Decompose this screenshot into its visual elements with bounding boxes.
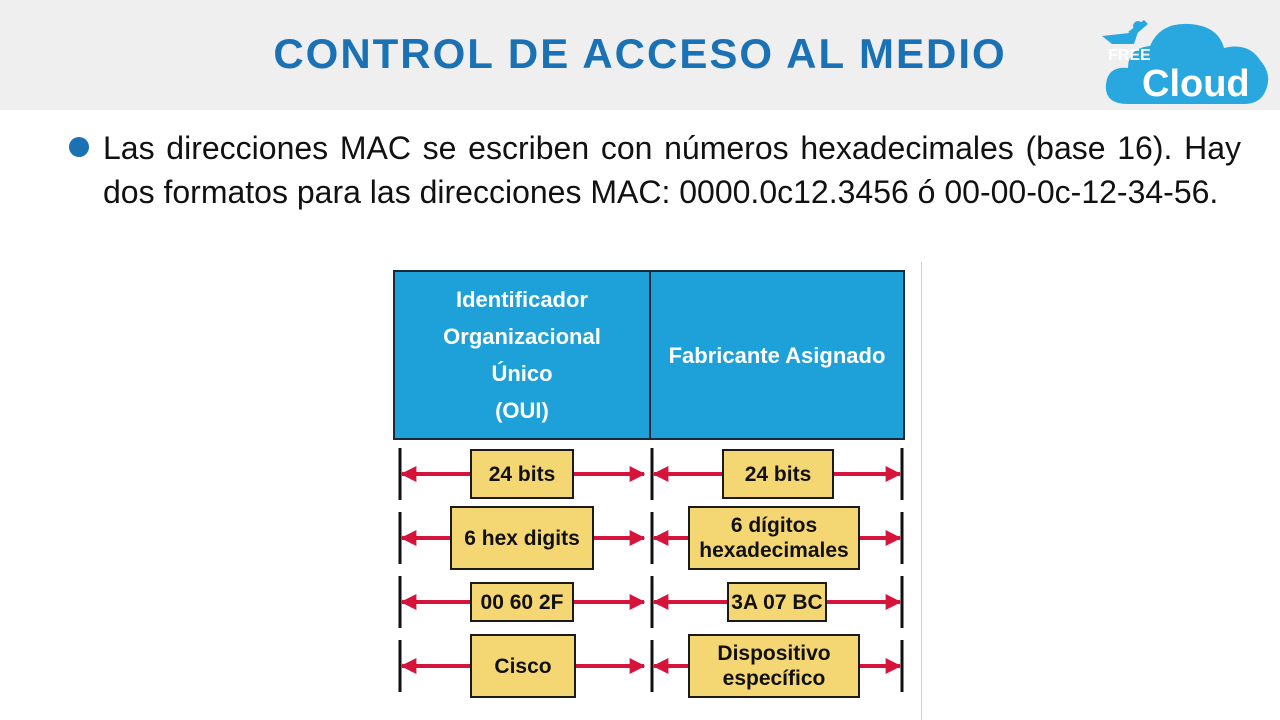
slide-title: CONTROL DE ACCESO AL MEDIO <box>273 30 1007 77</box>
bullet-point-icon <box>69 137 89 157</box>
field-label-box: 6 hex digits <box>450 506 594 570</box>
cloud-logo-icon <box>1098 14 1274 108</box>
field-label-box: 6 dígitos hexadecimales <box>688 506 860 570</box>
field-label-box: 24 bits <box>722 449 834 499</box>
bullet-text: Las direcciones MAC se escriben con números hexadecimales (base 16). Hay dos formatos para las direcciones MAC: 0000.0c12.3456 ó 00-00-0c-12-34-56. <box>103 130 1241 210</box>
field-label-box: 3A 07 BC <box>727 582 827 622</box>
field-label-box: Cisco <box>470 634 576 698</box>
field-label-box: Dispositivo específico <box>688 634 860 698</box>
free-cloud-logo <box>1098 14 1274 108</box>
mac-address-diagram <box>390 262 922 720</box>
logo-small-text: FREE <box>1108 47 1151 64</box>
field-label-box: 00 60 2F <box>470 582 574 622</box>
slide-header <box>0 0 1280 110</box>
logo-main-text: Cloud <box>1142 63 1250 105</box>
oui-header-cell: Identificador Organizacional Único (OUI) <box>393 270 651 440</box>
field-label-box: 24 bits <box>470 449 574 499</box>
manufacturer-header-cell: Fabricante Asignado <box>649 270 905 440</box>
